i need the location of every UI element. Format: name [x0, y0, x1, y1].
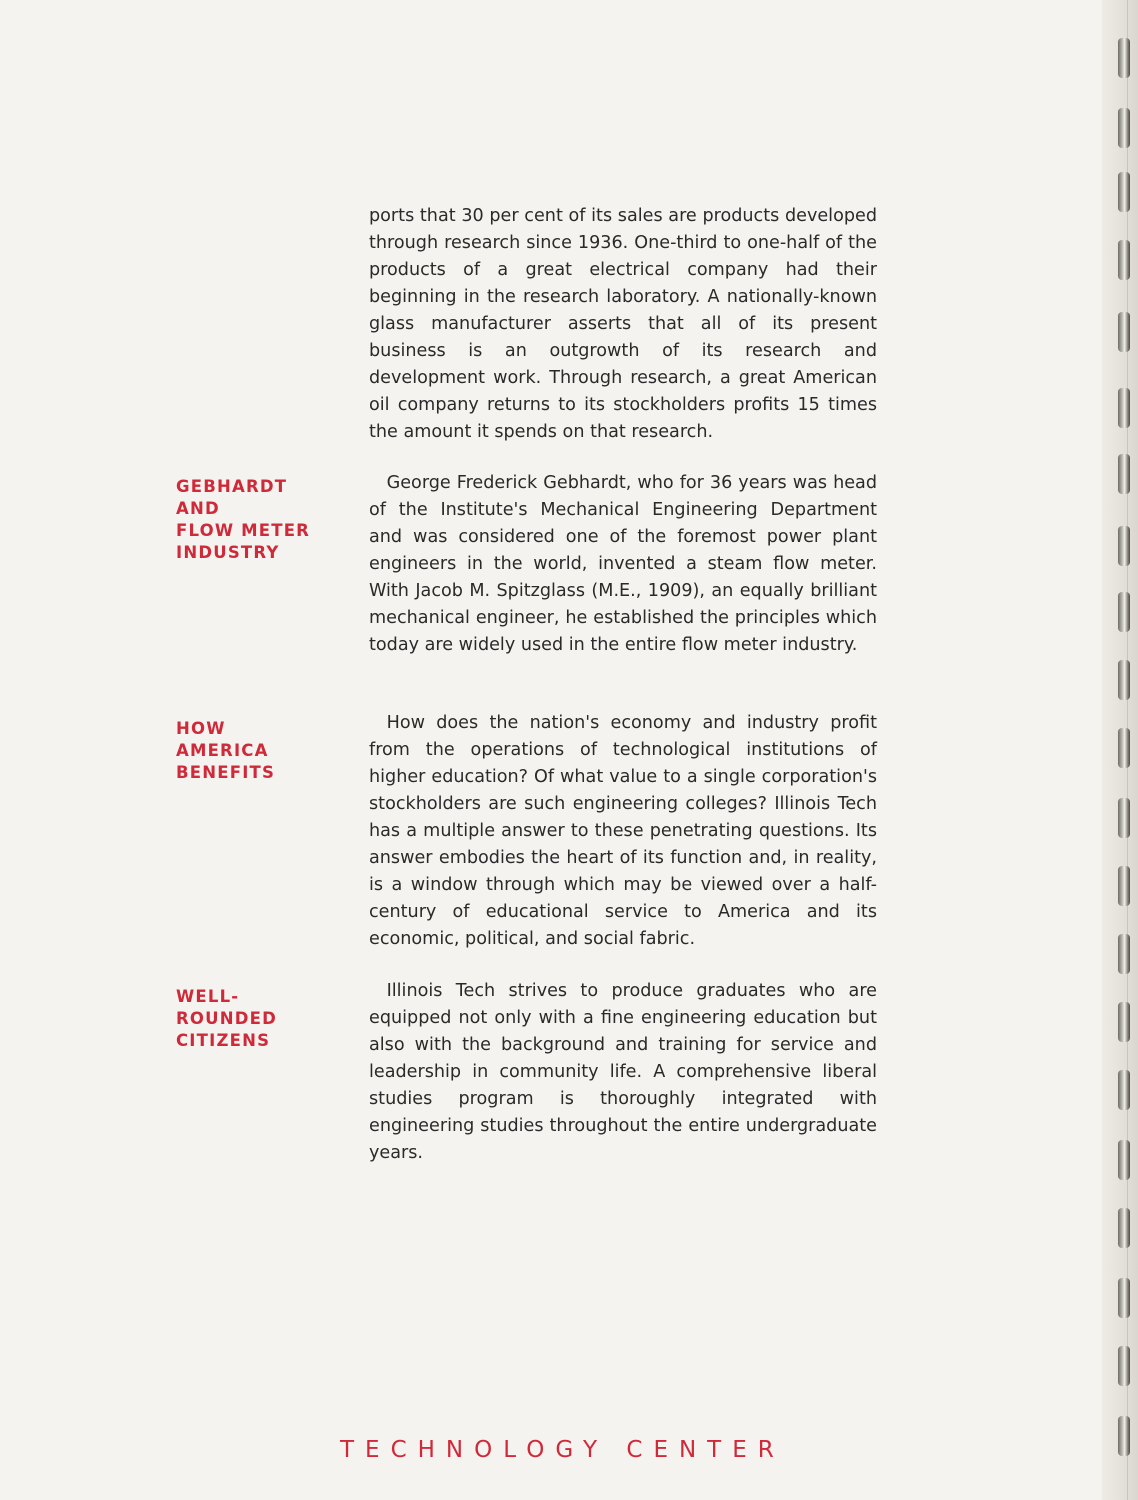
binding-spine — [1102, 0, 1138, 1500]
binding-ring — [1118, 526, 1130, 566]
binding-ring — [1118, 660, 1130, 700]
binding-ring — [1118, 866, 1130, 906]
binding-ring — [1118, 1208, 1130, 1248]
body-paragraph-gebhardt: George Frederick Gebhardt, who for 36 years was head of the Institute's Mechanical Engineering Department and was considered one of the foremost power plant engineers in the world, invented a steam flow meter. With Jacob M. Spitzglass (M.E., 1909), an equally brilliant mechanical engineer, he established the principles which today are widely used in the entire flow meter industry. — [369, 473, 877, 655]
binding-ring — [1118, 1002, 1130, 1042]
binding-ring — [1118, 592, 1130, 632]
binding-ring — [1118, 454, 1130, 494]
side-heading-gebhardt: GEBHARDT AND FLOW METER INDUSTRY — [176, 477, 311, 562]
side-heading-well-rounded-citizens: WELL-ROUNDED CITIZENS — [176, 987, 278, 1050]
body-paragraph-research-profits: ports that 30 per cent of its sales are products developed through research since 1936. One-third to one-half of the products of a great electrical company had their beginning in the research laboratory. A nationally-known glass manufacturer asserts that all of its present business is an outgrowth of its research and development work. Through research, a great American oil company returns to its stockholders profits 15 times the amount it spends on that research. — [369, 206, 877, 442]
binding-ring — [1118, 108, 1130, 148]
binding-ring — [1118, 1140, 1130, 1180]
binding-ring — [1118, 1070, 1130, 1110]
binding-ring — [1118, 798, 1130, 838]
page-footer: TECHNOLOGY CENTER — [340, 1437, 785, 1463]
side-heading-america-benefits: HOW AMERICA BENEFITS — [176, 719, 276, 782]
binding-ring — [1118, 38, 1130, 78]
binding-ring — [1118, 388, 1130, 428]
body-paragraph-america-benefits: How does the nation's economy and industry profit from the operations of technological institutions of higher education? Of what value to a single corporation's stockholders are such engineering colleges? Illinois Tech has a multiple answer to these penetrating questions. Its answer embodies the heart of its function and, in reality, is a window through which may be viewed over a half-century of educational service to America and its economic, political, and social fabric. — [369, 713, 877, 949]
binding-ring — [1118, 172, 1130, 212]
binding-ring — [1118, 240, 1130, 280]
body-paragraph-well-rounded-citizens: Illinois Tech strives to produce graduates who are equipped not only with a fine engineering education but also with the background and training for service and leadership in community life. A comprehensive liberal studies program is thoroughly integrated with engineering studies throughout the entire undergraduate years. — [369, 981, 877, 1163]
binding-ring — [1118, 1278, 1130, 1318]
binding-ring — [1118, 1346, 1130, 1386]
binding-ring — [1118, 312, 1130, 352]
binding-ring — [1118, 728, 1130, 768]
binding-ring — [1118, 1416, 1130, 1456]
binding-ring — [1118, 934, 1130, 974]
